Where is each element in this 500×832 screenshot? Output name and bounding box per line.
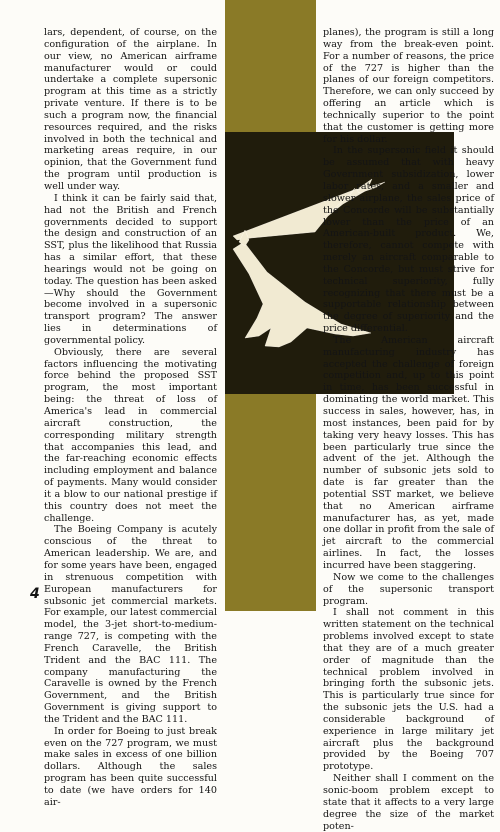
paragraph: Neither shall I comment on the sonic-boom problem except to state that it affects to a very large degree the size of the market poten- [323,773,494,832]
paragraph: lars, dependent, of course, on the configuration of the airplane. In our view, no American airframe manufacturer would or could undertake a complete supersonic program at this time as a strictly private venture. If there is to be such a program now, the financial resources required, and the risks involved in both the technical and marketing areas require, in our opinion, that the Government fund the program until production is well under way. [44,27,217,192]
paragraph: The American aircraft manufacturing industry has accepted the challenge of foreign competition and, up to this point in time, has been successful in dominating the world market. This success in sales, however, has, in most instances, been paid for by taking very heavy losses. This has been particularly true since the advent of the jet. Although the number of subsonic jets sold to date is far greater than the potential SST market, we believe that no American airframe manufacturer has, as yet, made one dollar in profit from the sale of jet aircraft to the commercial airlines. In fact, the losses incurred have been staggering. [323,334,494,571]
paragraph: Obviously, there are several factors influencing the motivating force behind the proposed SST program, the most important being: the threat of loss of America's lead in commercial aircraft construction, the corresponding military strength that accompanies this lead, and the far-reaching economic effects including employment and balance of payments. Many would consider it a blow to our national prestige if this country does not meet the challenge. [44,346,217,524]
paragraph: I think it can be fairly said that, had not the British and French governments decided to support the design and construction of an SST, plus the likelihood that Russia has a similar effort, that these hearings would not be going on today. The question has been asked—Why should the Government become involved in a supersonic transport program? The answer lies in determinations of governmental policy. [44,192,217,346]
paragraph: The Boeing Company is acutely conscious of the threat to American leadership. We are, and for some years have been, engaged in strenuous competition with European manufacturers for subsonic jet commercial markets. For example, our latest commercial model, the 3-jet short-to-medium-range 727, is competing with the French Caravelle, the British Trident and the BAC 111. The company manufacturing the Caravelle is owned by the French Government, and the British Government is giving support to the Trident and the BAC 111. [44,524,218,725]
paragraph: In order for Boeing to just break even on the 727 program, we must make sales in excess of one billion dollars. Although the sales program has been quite successful to date (we have orders for 140 air- [44,725,217,808]
page-number: 4 [30,586,40,602]
right-text-column [323,27,494,832]
paragraph: planes), the program is still a long way from the break-even point. For a number of reasons, the price of the 727 is higher than the planes of our foreign competitors. Therefore, we can only succeed by offering an article which is technically superior to the point that the customer is getting more for his dollar. [323,27,494,145]
left-text-column [44,27,217,809]
paragraph: I shall not comment in this written statement on the technical problems involved except to state that they are of a much greater order of magnitude than the technical problem involved in bringing forth the subsonic jets. This is particularly true since for the subsonic jets the U.S. had a considerable background of experience in large military jet aircraft plus the background provided by the Boeing 707 prototype. [323,607,494,773]
paragraph: Now we come to the challenges of the supersonic transport program. [323,571,494,607]
paragraph: In the supersonic field it should be assumed that with heavy Government subsidization, lower labor rates, and a smaller and slower airplane, the sales price of the Concorde will be substantially lower than the price of an American-built product. We, therefore, cannot compete with merely an aircraft comparable to the Concorde, but must strive for technical superiority, fully recognizing that there must be a supportable relationship between the degree of superiority and the price differential. [323,145,494,335]
